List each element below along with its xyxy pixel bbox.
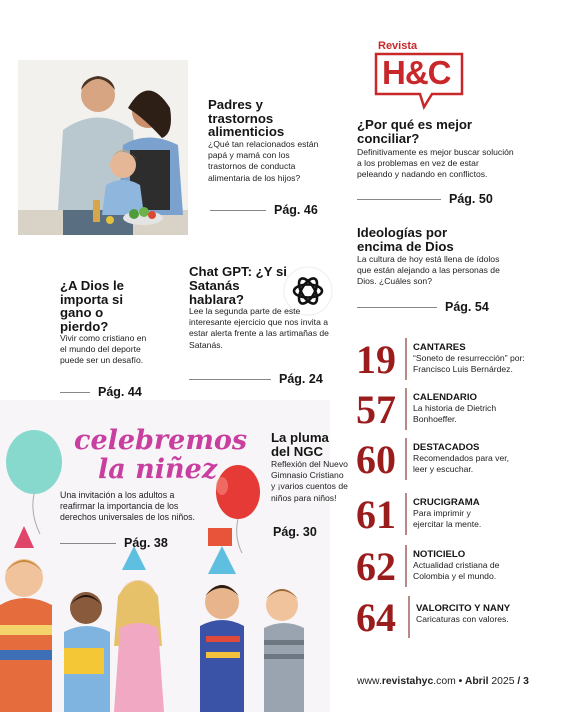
adios-page: Pág. 44 bbox=[98, 385, 142, 399]
section-crucigrama[interactable] bbox=[356, 493, 556, 535]
footer-www: www. bbox=[357, 676, 382, 687]
footer-month: Abril bbox=[464, 676, 489, 687]
footer-year: 2025 bbox=[488, 676, 518, 687]
padres-page-link[interactable] bbox=[210, 203, 318, 217]
section-title: VALORCITO Y NANY bbox=[416, 603, 511, 614]
chatgpt-page: Pág. 24 bbox=[279, 372, 323, 386]
footer bbox=[357, 676, 529, 687]
section-divider bbox=[405, 493, 407, 535]
conciliar-text: Definitivamente es mejor buscar solución a los problemas en vez de estar peleando y nadando en conflictos. bbox=[357, 147, 514, 180]
logo-revista: Revista bbox=[378, 40, 418, 52]
padres-title: Padres y trastornos alimenticios bbox=[208, 97, 285, 139]
footer-sep: • bbox=[455, 676, 465, 687]
section-noticielo[interactable] bbox=[356, 545, 556, 587]
section-number: 64 bbox=[356, 595, 396, 640]
footer-page-number: 3 bbox=[523, 676, 529, 687]
footer-slash: / bbox=[517, 676, 524, 687]
chatgpt-page-link[interactable] bbox=[189, 372, 323, 386]
section-calendario[interactable] bbox=[356, 388, 556, 430]
section-number: 57 bbox=[356, 387, 396, 432]
ideologias-page: Pág. 54 bbox=[445, 300, 489, 314]
section-valorcito[interactable] bbox=[356, 596, 556, 638]
celebremos-page-link[interactable] bbox=[60, 536, 168, 550]
divider-line bbox=[357, 307, 437, 308]
section-number: 19 bbox=[356, 337, 396, 382]
section-divider bbox=[408, 596, 410, 638]
section-divider bbox=[405, 338, 407, 380]
section-cantares[interactable] bbox=[356, 338, 556, 380]
celebremos-title-line1: celebremos bbox=[74, 425, 248, 456]
section-number: 62 bbox=[356, 544, 396, 589]
section-text: Para imprimir y ejercitar la mente. bbox=[413, 508, 482, 529]
divider-line bbox=[60, 543, 116, 544]
chatgpt-text: Lee la segunda parte de este interesante ejercicio que nos invita a estar alerta frente a las artimañas de Satanás. bbox=[189, 306, 329, 350]
celebremos-title-line2: la niñez bbox=[98, 454, 218, 485]
divider-line bbox=[210, 210, 266, 211]
section-title: CANTARES bbox=[413, 342, 466, 353]
padres-page: Pág. 46 bbox=[274, 203, 318, 217]
padres-text: ¿Qué tan relacionados están papá y mamá con los trastornos de conducta alimentaria de los hijos? bbox=[208, 139, 319, 183]
pluma-page[interactable]: Pág. 30 bbox=[273, 525, 317, 539]
conciliar-page: Pág. 50 bbox=[449, 192, 493, 206]
section-number: 60 bbox=[356, 437, 396, 482]
adios-title: ¿A Dios le importa si gano o pierdo? bbox=[60, 278, 124, 334]
conciliar-title: ¿Por qué es mejor conciliar? bbox=[357, 117, 473, 146]
chatgpt-title: Chat GPT: ¿Y si Satanás hablara? bbox=[189, 264, 287, 307]
pluma-text: Reflexión del Nuevo Gimnasio Cristiano y ¡varios cuentos de niños para niños! bbox=[271, 459, 348, 503]
ideologias-title: Ideologías por encima de Dios bbox=[357, 225, 454, 254]
ideologias-page-link[interactable] bbox=[357, 300, 489, 314]
pluma-title: La pluma del NGC bbox=[271, 430, 329, 459]
celebremos-page: Pág. 38 bbox=[124, 536, 168, 550]
celebremos-text: Una invitación a los adultos a reafirmar la importancia de los derechos universales de los niños. bbox=[60, 490, 195, 523]
family-cooking-photo bbox=[18, 60, 188, 235]
section-text: Caricaturas con valores. bbox=[416, 614, 509, 624]
divider-line bbox=[60, 392, 90, 393]
section-destacados[interactable] bbox=[356, 438, 556, 480]
section-text: La historia de Dietrich Bonhoeffer. bbox=[413, 403, 497, 424]
section-divider bbox=[405, 388, 407, 430]
ideologias-text: La cultura de hoy está llena de ídolos que están alejando a las personas de Dios. ¿Cuáles son? bbox=[357, 254, 500, 287]
divider-line bbox=[189, 379, 271, 380]
section-title: DESTACADOS bbox=[413, 442, 480, 453]
divider-line bbox=[357, 199, 441, 200]
section-divider bbox=[405, 545, 407, 587]
conciliar-page-link[interactable] bbox=[357, 192, 493, 206]
footer-domain[interactable]: revistahyc bbox=[381, 676, 434, 687]
logo-main: H&C bbox=[382, 54, 451, 91]
section-title: CALENDARIO bbox=[413, 392, 477, 403]
section-title: CRUCIGRAMA bbox=[413, 497, 480, 508]
section-number: 61 bbox=[356, 492, 396, 537]
hyc-logo bbox=[372, 40, 466, 110]
section-title: NOTICIELO bbox=[413, 549, 466, 560]
sections-list bbox=[356, 338, 556, 638]
footer-tld: .com bbox=[433, 676, 456, 687]
section-divider bbox=[405, 438, 407, 480]
section-text: Recomendados para ver, leer y escuchar. bbox=[413, 453, 510, 474]
adios-page-link[interactable] bbox=[60, 385, 142, 399]
section-text: Actualidad cristiana de Colombia y el mundo. bbox=[413, 560, 500, 581]
section-text: “Soneto de resurrección” por: Francisco Luis Bernárdez. bbox=[413, 353, 525, 374]
adios-text: Vivir como cristiano en el mundo del deporte puede ser un desafío. bbox=[60, 333, 147, 366]
